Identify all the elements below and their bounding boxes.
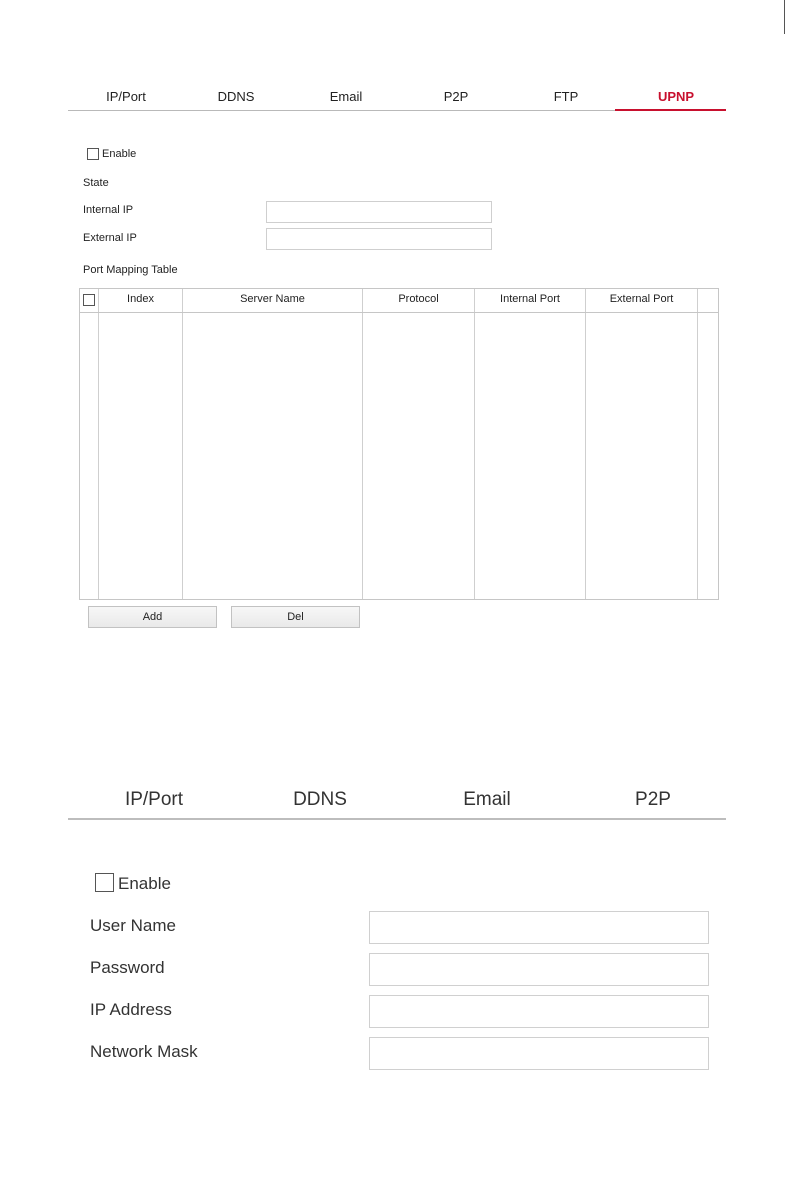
tab-ddns[interactable]: DDNS — [217, 89, 255, 104]
ip-address-label: IP Address — [90, 1000, 172, 1019]
column-header-internal-port[interactable]: Internal Port — [500, 293, 560, 305]
network-mask-label: Network Mask — [90, 1042, 198, 1061]
tab-ddns[interactable]: DDNS — [293, 789, 347, 810]
user-name-label: User Name — [90, 916, 176, 935]
column-divider — [585, 289, 586, 599]
column-divider — [98, 289, 99, 599]
network-tabs-upnp-panel — [68, 86, 726, 113]
port-mapping-table — [79, 288, 719, 600]
del-button[interactable]: Del — [231, 606, 360, 628]
tab-p2p[interactable]: P2P — [443, 89, 469, 104]
tab-email[interactable]: Email — [463, 789, 511, 810]
add-button[interactable]: Add — [88, 606, 217, 628]
internal-ip-label: Internal IP — [83, 204, 134, 216]
internal-ip-field[interactable] — [266, 201, 492, 223]
column-header-index[interactable]: Index — [127, 293, 154, 305]
user-name-field[interactable] — [369, 911, 709, 944]
column-divider — [697, 289, 698, 599]
tab-upnp[interactable]: UPNP — [657, 89, 695, 104]
column-divider — [474, 289, 475, 599]
upnp-enable-label: Enable — [102, 148, 137, 160]
tab-ftp[interactable]: FTP — [553, 89, 579, 104]
tab-ip-port[interactable]: IP/Port — [124, 789, 184, 810]
select-all-checkbox[interactable] — [83, 294, 95, 306]
external-ip-label: External IP — [83, 232, 137, 244]
network-mask-field[interactable] — [369, 1037, 709, 1070]
port-mapping-title: Port Mapping Table — [83, 264, 178, 276]
p2p-enable-label: Enable — [118, 874, 171, 893]
column-divider — [362, 289, 363, 599]
tab-p2p[interactable]: P2P — [635, 789, 671, 810]
tab-email[interactable]: Email — [329, 89, 363, 104]
column-header-server-name[interactable]: Server Name — [240, 293, 305, 305]
p2p-enable-checkbox[interactable] — [95, 873, 114, 892]
external-ip-field[interactable] — [266, 228, 492, 250]
column-divider — [182, 289, 183, 599]
active-tab-indicator — [615, 109, 726, 111]
ip-address-field[interactable] — [369, 995, 709, 1028]
tab-bar-divider — [68, 818, 726, 820]
network-tabs-p2p-panel — [68, 786, 726, 822]
state-label: State — [83, 177, 109, 189]
page-edge-line — [784, 0, 785, 34]
table-header-divider — [80, 312, 718, 313]
password-label: Password — [90, 958, 165, 977]
tab-ip-port[interactable]: IP/Port — [106, 89, 146, 104]
upnp-enable-checkbox[interactable] — [87, 148, 99, 160]
password-field[interactable] — [369, 953, 709, 986]
column-header-external-port[interactable]: External Port — [609, 293, 674, 305]
column-header-protocol[interactable]: Protocol — [398, 293, 439, 305]
